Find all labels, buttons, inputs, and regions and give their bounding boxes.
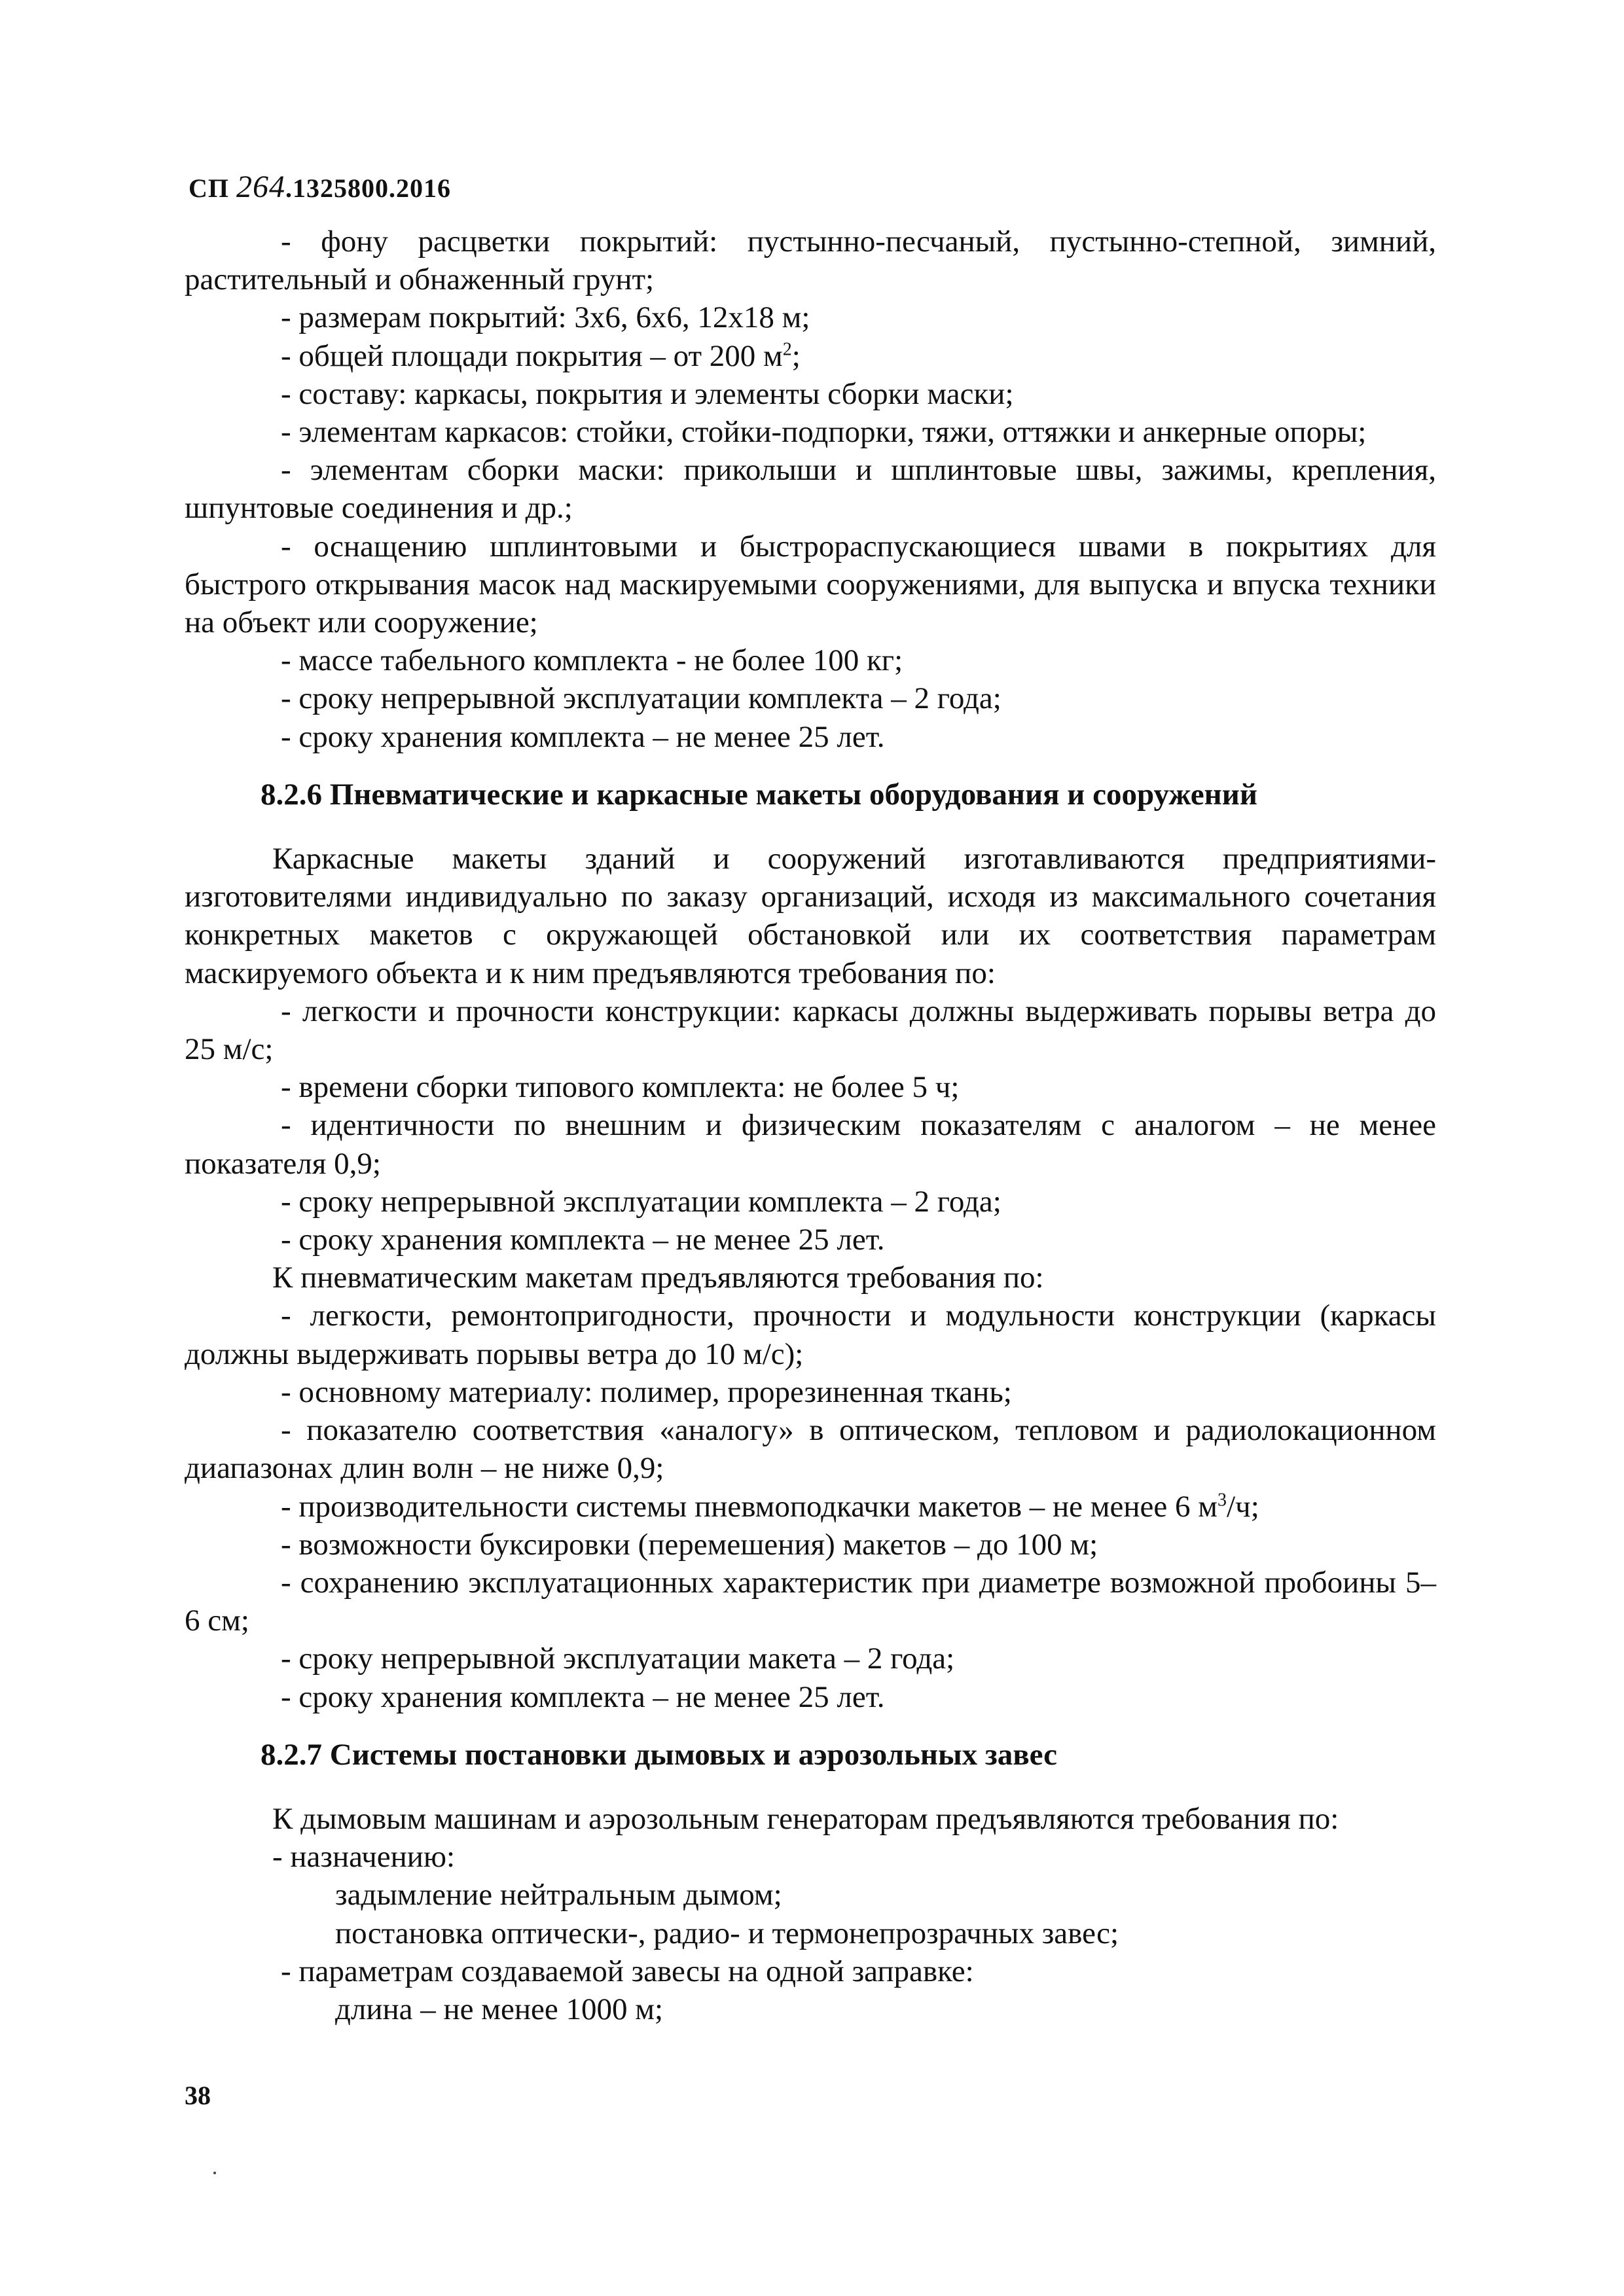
paragraph: [185, 1678, 1436, 1716]
paragraph-text: - сроку непрерывной эксплуатации макета – 2 года;: [281, 1641, 955, 1676]
paragraph: [185, 1564, 1436, 1640]
paragraph-text: - массе табельного комплекта - не более 100 кг;: [281, 643, 903, 678]
section-heading: [185, 1736, 1436, 1774]
paragraph: [185, 1221, 1436, 1259]
paragraph-text: - общей площади покрытия – от 200 м: [281, 338, 783, 373]
paragraph-text: - размерам покрытий: 3х6, 6х6, 12х18 м;: [281, 300, 810, 335]
paragraph: [185, 718, 1436, 756]
paragraph-text: - составу: каркасы, покрытия и элементы сборки маски;: [281, 376, 1014, 411]
paragraph: [185, 413, 1436, 451]
document-header: [189, 169, 451, 205]
paragraph: [185, 451, 1436, 527]
paragraph-text: 8.2.7 Системы постановки дымовых и аэрозольных завес: [261, 1737, 1057, 1772]
paragraph-text: - сроку непрерывной эксплуатации комплекта – 2 года;: [281, 1184, 1001, 1219]
paragraph: [185, 1990, 1436, 2028]
paragraph: [185, 992, 1436, 1068]
paragraph-text: К пневматическим макетам предъявляются требования по:: [272, 1261, 1044, 1295]
page-number: 38: [185, 2081, 211, 2110]
paragraph-text: - легкости, ремонтопригодности, прочности и модульности конструкции (каркасы должны выдерживать порывы ветра до 10 м/с);: [185, 1299, 1436, 1371]
paragraph: [185, 1411, 1436, 1487]
paragraph: [185, 528, 1436, 642]
paragraph-text: - параметрам создаваемой завесы на одной заправке:: [281, 1954, 974, 1988]
paragraph: [185, 1106, 1436, 1182]
paragraph-text: - показателю соответствия «аналогу» в оптическом, тепловом и радиолокационном диапазонах длин волн – не ниже 0,9;: [185, 1413, 1436, 1486]
superscript: 2: [782, 338, 792, 359]
paragraph: [185, 1526, 1436, 1564]
paragraph-text: К дымовым машинам и аэрозольным генераторам предъявляются требования по:: [272, 1801, 1339, 1836]
section-heading: [185, 776, 1436, 814]
superscript: 3: [1218, 1489, 1227, 1510]
paragraph-text: постановка оптически-, радио- и термонепрозрачных завес;: [335, 1916, 1119, 1950]
paragraph-text: - сроку непрерывной эксплуатации комплекта – 2 года;: [281, 681, 1001, 716]
paragraph: [185, 1183, 1436, 1221]
paragraph: [185, 1952, 1436, 1990]
handwritten-number: 264: [236, 170, 285, 204]
scan-speck: [213, 2172, 216, 2174]
paragraph: [185, 1838, 1436, 1876]
paragraph: [185, 1488, 1436, 1526]
paragraph: [185, 223, 1436, 298]
header-suffix: .1325800.2016: [285, 173, 451, 203]
paragraph-text: - производительности системы пневмоподкачки макетов – не менее 6 м: [281, 1489, 1218, 1524]
header-prefix: СП: [189, 173, 236, 203]
paragraph: [185, 1259, 1436, 1297]
paragraph-text: - сроку хранения комплекта – не менее 25 лет.: [281, 1223, 885, 1257]
paragraph-text: - фону расцветки покрытий: пустынно-песчаный, пустынно-степной, зимний, растительный и обнаженный грунт;: [185, 224, 1436, 297]
paragraph: [185, 1640, 1436, 1677]
paragraph: [185, 337, 1436, 375]
paragraph-text: - оснащению шплинтовыми и быстрораспускающиеся швами в покрытиях для быстрого открывания масок над маскируемыми сооружениями, для выпуска и впуска техники на объект или сооружение;: [185, 529, 1436, 640]
paragraph-text: - сроку хранения комплекта – не менее 25 лет.: [281, 719, 885, 754]
paragraph: [185, 641, 1436, 679]
paragraph-text: - сохранению эксплуатационных характеристик при диаметре возможной пробоины 5–6 см;: [185, 1565, 1436, 1638]
paragraph-text: - возможности буксировки (перемешения) макетов – до 100 м;: [281, 1527, 1098, 1562]
paragraph: [185, 679, 1436, 717]
paragraph-text: - основному материалу: полимер, прорезиненная ткань;: [281, 1374, 1012, 1409]
paragraph: [185, 840, 1436, 992]
paragraph: [185, 1068, 1436, 1106]
paragraph: [185, 1876, 1436, 1914]
paragraph-text: - элементам каркасов: стойки, стойки-подпорки, тяжи, оттяжки и анкерные опоры;: [281, 415, 1367, 450]
paragraph-text: - сроку хранения комплекта – не менее 25 лет.: [281, 1679, 885, 1714]
paragraph-text: - времени сборки типового комплекта: не более 5 ч;: [281, 1070, 960, 1105]
paragraph-text: - назначению:: [272, 1840, 456, 1874]
paragraph: [185, 1373, 1436, 1411]
paragraph: [185, 1297, 1436, 1372]
paragraph: [185, 1914, 1436, 1952]
paragraph-text: Каркасные макеты зданий и сооружений изготавливаются предприятиями-изготовителями индивидуально по заказу организаций, исходя из максимального сочетания конкретных макетов с окружающей обстановкой или их соответствия параметрам маскируемого объекта и к ним предъявляются требования по:: [185, 842, 1436, 990]
paragraph: [185, 375, 1436, 413]
paragraph-text: длина – не менее 1000 м;: [335, 1992, 664, 2026]
paragraph-text: - элементам сборки маски: приколыши и шплинтовые швы, зажимы, крепления, шпунтовые соединения и др.;: [185, 453, 1436, 526]
paragraph-text: - идентичности по внешним и физическим показателям с аналогом – не менее показателя 0,9;: [185, 1108, 1436, 1181]
paragraph-text-tail: ;: [791, 338, 801, 373]
document-body: [185, 223, 1436, 2028]
paragraph-text-tail: /ч;: [1227, 1489, 1259, 1524]
paragraph: [185, 298, 1436, 336]
paragraph-text: 8.2.6 Пневматические и каркасные макеты оборудования и сооружений: [261, 777, 1257, 812]
paragraph-text: задымление нейтральным дымом;: [335, 1878, 782, 1912]
paragraph-text: - легкости и прочности конструкции: каркасы должны выдерживать порывы ветра до 25 м/с;: [185, 994, 1436, 1067]
paragraph: [185, 1800, 1436, 1838]
